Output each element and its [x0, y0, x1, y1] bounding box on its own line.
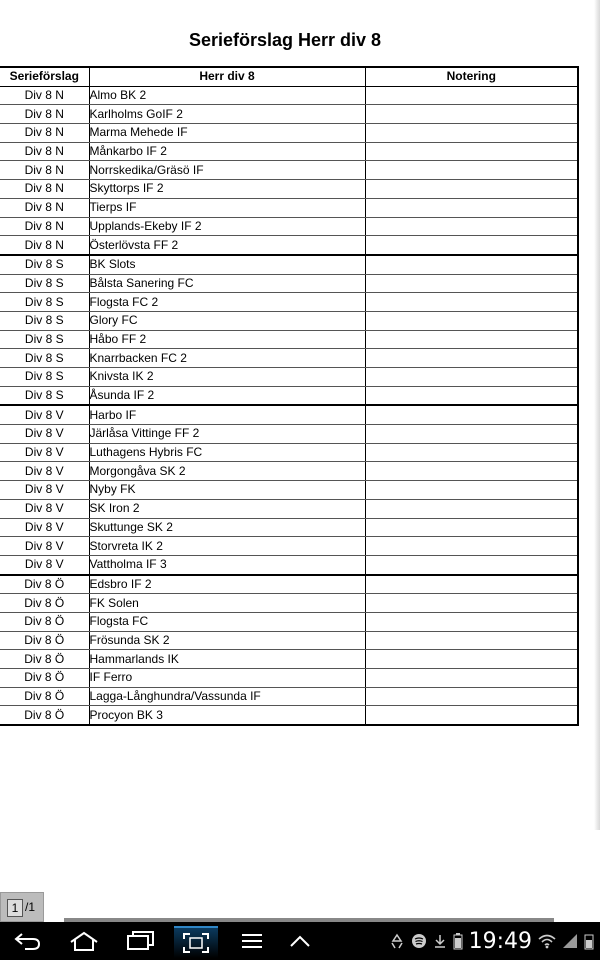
total-pages: /1 — [25, 900, 36, 914]
page-edge-shadow — [594, 0, 600, 830]
notering-cell — [365, 425, 578, 444]
team-cell: Håbo FF 2 — [89, 330, 365, 349]
team-cell: Tierps IF — [89, 198, 365, 217]
wifi-icon — [538, 933, 556, 949]
serie-cell: Div 8 Ö — [0, 687, 89, 706]
table-row — [0, 499, 578, 518]
team-cell: Glory FC — [89, 311, 365, 330]
serie-cell: Div 8 Ö — [0, 631, 89, 650]
team-cell: Bålsta Sanering FC — [89, 274, 365, 293]
notering-cell — [365, 575, 578, 594]
notering-cell — [365, 236, 578, 255]
table-row — [0, 293, 578, 312]
notering-cell — [365, 293, 578, 312]
notering-cell — [365, 180, 578, 199]
table-row — [0, 518, 578, 537]
table-row — [0, 650, 578, 669]
serie-cell: Div 8 N — [0, 217, 89, 236]
serie-cell: Div 8 N — [0, 180, 89, 199]
serie-cell: Div 8 S — [0, 368, 89, 387]
notering-cell — [365, 161, 578, 180]
home-icon — [68, 930, 100, 952]
document-title: Serieförslag Herr div 8 — [188, 30, 382, 50]
team-cell: Flogsta FC 2 — [89, 293, 365, 312]
notering-cell — [365, 198, 578, 217]
clock: 19:49 — [468, 928, 532, 954]
table-row — [0, 349, 578, 368]
notering-cell — [365, 386, 578, 405]
team-cell: Hammarlands IK — [89, 650, 365, 669]
serie-cell: Div 8 Ö — [0, 669, 89, 688]
notering-cell — [365, 650, 578, 669]
serie-cell: Div 8 S — [0, 349, 89, 368]
serie-cell: Div 8 V — [0, 518, 89, 537]
notering-cell — [365, 86, 578, 105]
team-cell: FK Solen — [89, 594, 365, 613]
table-row — [0, 537, 578, 556]
home-button[interactable] — [62, 926, 106, 956]
table-row — [0, 255, 578, 274]
notering-cell — [365, 330, 578, 349]
team-cell: Nyby FK — [89, 481, 365, 500]
serie-cell: Div 8 Ö — [0, 650, 89, 669]
table-row — [0, 555, 578, 574]
android-navigation-bar — [0, 922, 600, 960]
table-row — [0, 236, 578, 255]
notering-cell — [365, 142, 578, 161]
notering-cell — [365, 518, 578, 537]
serie-cell: Div 8 N — [0, 161, 89, 180]
serie-cell: Div 8 S — [0, 330, 89, 349]
table-row — [0, 443, 578, 462]
serie-cell: Div 8 N — [0, 142, 89, 161]
serie-cell: Div 8 S — [0, 311, 89, 330]
header-notering: Notering — [365, 67, 578, 86]
table-row — [0, 575, 578, 594]
notering-cell — [365, 405, 578, 424]
table-row — [0, 180, 578, 199]
serie-cell: Div 8 N — [0, 236, 89, 255]
battery-icon — [453, 932, 463, 950]
notering-cell — [365, 555, 578, 574]
table-row — [0, 405, 578, 424]
serie-cell: Div 8 Ö — [0, 612, 89, 631]
serie-cell: Div 8 S — [0, 274, 89, 293]
team-cell: Procyon BK 3 — [89, 706, 365, 725]
expand-panel-button[interactable] — [278, 926, 322, 956]
serie-cell: Div 8 S — [0, 255, 89, 274]
serie-cell: Div 8 N — [0, 124, 89, 143]
team-cell: Knivsta IK 2 — [89, 368, 365, 387]
team-cell: Skuttunge SK 2 — [89, 518, 365, 537]
serie-cell: Div 8 Ö — [0, 706, 89, 725]
team-cell: Skyttorps IF 2 — [89, 180, 365, 199]
serie-cell: Div 8 V — [0, 481, 89, 500]
notering-cell — [365, 631, 578, 650]
team-cell: SK Iron 2 — [89, 499, 365, 518]
serie-cell: Div 8 V — [0, 555, 89, 574]
notering-cell — [365, 594, 578, 613]
serie-cell: Div 8 N — [0, 105, 89, 124]
team-cell: Åsunda IF 2 — [89, 386, 365, 405]
recycle-icon — [389, 933, 405, 949]
notering-cell — [365, 537, 578, 556]
table-row — [0, 425, 578, 444]
team-cell: Lagga-Långhundra/Vassunda IF — [89, 687, 365, 706]
table-row — [0, 594, 578, 613]
table-row — [0, 330, 578, 349]
notering-cell — [365, 124, 578, 143]
menu-button[interactable] — [230, 926, 274, 956]
team-cell: Morgongåva SK 2 — [89, 462, 365, 481]
signal-icon — [562, 933, 578, 949]
notering-cell — [365, 462, 578, 481]
series-table — [0, 66, 579, 726]
table-row — [0, 687, 578, 706]
serie-cell: Div 8 V — [0, 462, 89, 481]
notering-cell — [365, 217, 578, 236]
team-cell: Marma Mehede IF — [89, 124, 365, 143]
notering-cell — [365, 105, 578, 124]
table-row — [0, 462, 578, 481]
battery-level-icon — [584, 932, 594, 950]
serie-cell: Div 8 Ö — [0, 575, 89, 594]
status-area[interactable] — [389, 928, 594, 954]
team-cell: Vattholma IF 3 — [89, 555, 365, 574]
serie-cell: Div 8 V — [0, 443, 89, 462]
serie-cell: Div 8 V — [0, 537, 89, 556]
team-cell: Norrskedika/Gräsö IF — [89, 161, 365, 180]
notering-cell — [365, 349, 578, 368]
table-row — [0, 274, 578, 293]
team-cell: Österlövsta FF 2 — [89, 236, 365, 255]
serie-cell: Div 8 V — [0, 425, 89, 444]
notering-cell — [365, 706, 578, 725]
table-row — [0, 198, 578, 217]
team-cell: Karlholms GoIF 2 — [89, 105, 365, 124]
notering-cell — [365, 311, 578, 330]
back-icon — [13, 931, 43, 951]
table-row — [0, 311, 578, 330]
team-cell: Upplands-Ekeby IF 2 — [89, 217, 365, 236]
team-cell: Frösunda SK 2 — [89, 631, 365, 650]
table-row — [0, 86, 578, 105]
table-row — [0, 612, 578, 631]
notering-cell — [365, 687, 578, 706]
menu-icon — [240, 932, 264, 950]
spotify-icon — [411, 933, 427, 949]
notering-cell — [365, 443, 578, 462]
team-cell: Almo BK 2 — [89, 86, 365, 105]
table-row — [0, 368, 578, 387]
screenshot-button[interactable] — [174, 926, 218, 958]
recent-apps-icon — [125, 930, 155, 952]
table-row — [0, 669, 578, 688]
download-icon — [433, 933, 447, 949]
serie-cell: Div 8 S — [0, 293, 89, 312]
serie-cell: Div 8 V — [0, 499, 89, 518]
team-cell: Edsbro IF 2 — [89, 575, 365, 594]
notering-cell — [365, 669, 578, 688]
team-cell: IF Ferro — [89, 669, 365, 688]
team-cell: Flogsta FC — [89, 612, 365, 631]
current-page[interactable]: 1 — [7, 899, 23, 917]
notering-cell — [365, 368, 578, 387]
serie-cell: Div 8 V — [0, 405, 89, 424]
table-row — [0, 105, 578, 124]
header-herr-div-8: Herr div 8 — [89, 67, 365, 86]
table-row — [0, 124, 578, 143]
table-row — [0, 161, 578, 180]
table-row — [0, 386, 578, 405]
team-cell: Harbo IF — [89, 405, 365, 424]
page-indicator[interactable] — [0, 892, 44, 922]
team-cell: Luthagens Hybris FC — [89, 443, 365, 462]
notering-cell — [365, 499, 578, 518]
serie-cell: Div 8 Ö — [0, 594, 89, 613]
header-serieforslag: Serieförslag — [0, 67, 89, 86]
table-row — [0, 217, 578, 236]
team-cell: Järlåsa Vittinge FF 2 — [89, 425, 365, 444]
recent-apps-button[interactable] — [118, 926, 162, 956]
team-cell: Storvreta IK 2 — [89, 537, 365, 556]
serie-cell: Div 8 N — [0, 86, 89, 105]
table-row — [0, 481, 578, 500]
serie-cell: Div 8 N — [0, 198, 89, 217]
table-row — [0, 142, 578, 161]
table-row — [0, 706, 578, 725]
chevron-up-icon — [288, 933, 312, 949]
serie-cell: Div 8 S — [0, 386, 89, 405]
team-cell: Månkarbo IF 2 — [89, 142, 365, 161]
notering-cell — [365, 255, 578, 274]
back-button[interactable] — [6, 926, 50, 956]
table-header-row — [0, 67, 578, 86]
notering-cell — [365, 481, 578, 500]
table-row — [0, 631, 578, 650]
screenshot-icon — [182, 932, 210, 954]
team-cell: Knarrbacken FC 2 — [89, 349, 365, 368]
notering-cell — [365, 274, 578, 293]
notering-cell — [365, 612, 578, 631]
team-cell: BK Slots — [89, 255, 365, 274]
